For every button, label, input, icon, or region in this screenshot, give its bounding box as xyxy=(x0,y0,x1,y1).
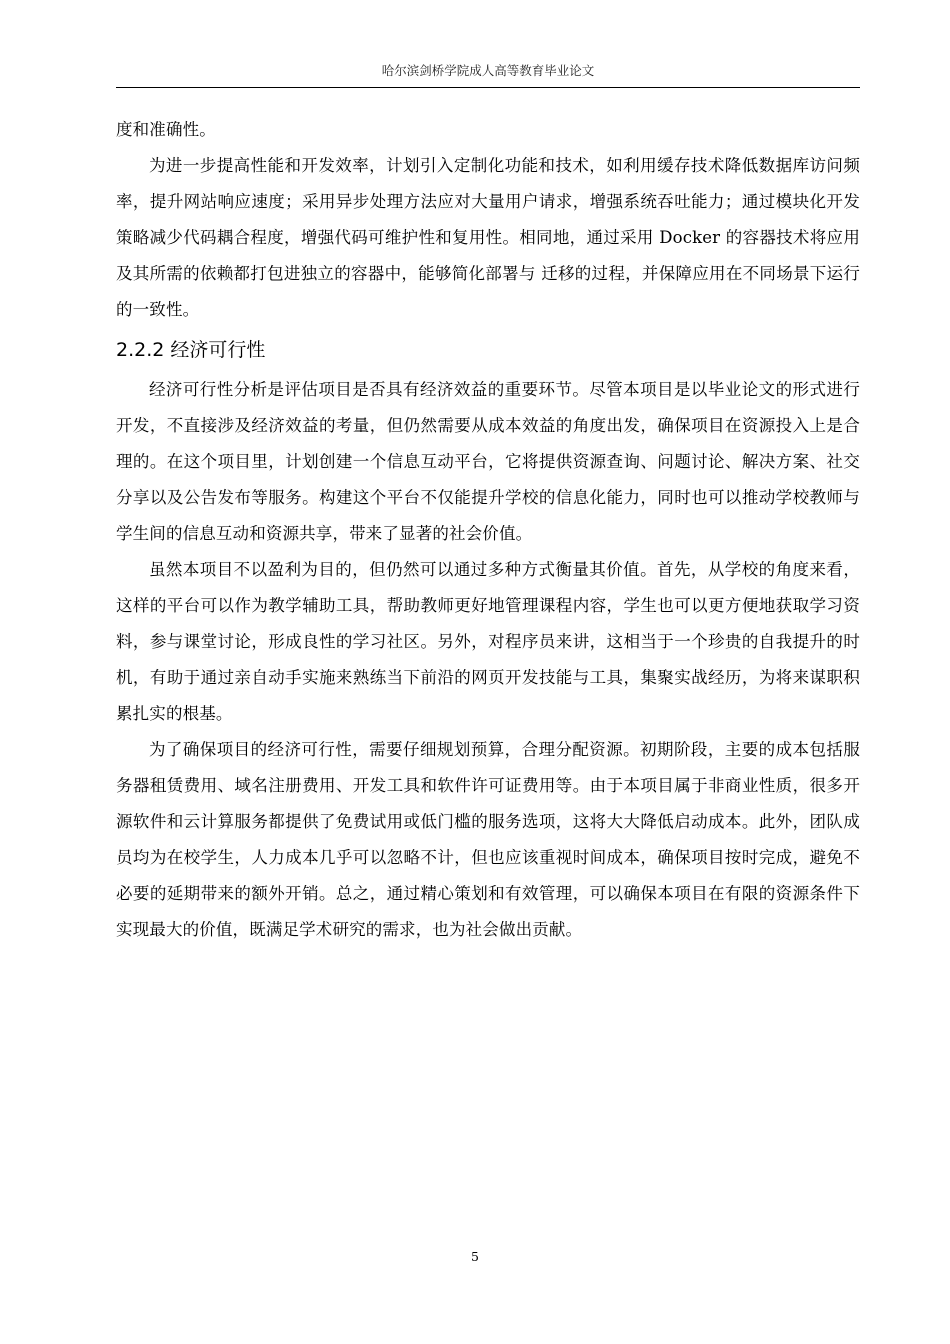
paragraph-continuation: 度和准确性。 xyxy=(116,120,216,139)
paragraph: 为进一步提高性能和开发效率，计划引入定制化功能和技术，如利用缓存技术降低数据库访问频率，提升网站响应速度；采用异步处理方法应对大量用户请求，增强系统吞吐能力；通过模块化开发策略减少代码耦合程度，增强代码可维护性和复用性。相同地，通过采用 Docker 的容器技术将应用及其所需的依赖都打包进独立的容器中，能够简化部署与 迁移的过程，并保障应用在不同场景下运行的一致性。 xyxy=(116,156,860,319)
section-heading: 2.2.2 经济可行性 xyxy=(116,339,266,361)
paragraph: 为了确保项目的经济可行性，需要仔细规划预算，合理分配资源。初期阶段，主要的成本包括服务器租赁费用、域名注册费用、开发工具和软件许可证费用等。由于本项目属于非商业性质，很多开源软件和云计算服务都提供了免费试用或低门槛的服务选项，这将大大降低启动成本。此外，团队成员均为在校学生，人力成本几乎可以忽略不计，但也应该重视时间成本，确保项目按时完成，避免不必要的延期带来的额外开销。总之，通过精心策划和有效管理，可以确保本项目在有限的资源条件下实现最大的价值，既满足学术研究的需求，也为社会做出贡献。 xyxy=(116,740,860,939)
paragraph: 虽然本项目不以盈利为目的，但仍然可以通过多种方式衡量其价值。首先，从学校的角度来看，这样的平台可以作为教学辅助工具，帮助教师更好地管理课程内容，学生也可以更方便地获取学习资料，参与课堂讨论，形成良性的学习社区。另外，对程序员来讲，这相当于一个珍贵的自我提升的时机，有助于通过亲自动手实施来熟练当下前沿的网页开发技能与工具，集聚实战经历，为将来谋职积累扎实的根基。 xyxy=(116,560,860,723)
page-number: 5 xyxy=(471,1249,479,1264)
running-header: 哈尔滨剑桥学院成人高等教育毕业论文 xyxy=(381,63,595,78)
paragraph: 经济可行性分析是评估项目是否具有经济效益的重要环节。尽管本项目是以毕业论文的形式进行开发，不直接涉及经济效益的考量，但仍然需要从成本效益的角度出发，确保项目在资源投入上是合理的。在这个项目里，计划创建一个信息互动平台，它将提供资源查询、问题讨论、解决方案、社交分享以及公告发布等服务。构建这个平台不仅能提升学校的信息化能力，同时也可以推动学校教师与学生间的信息互动和资源共享，带来了显著的社会价值。 xyxy=(116,380,860,543)
document-body xyxy=(116,112,860,948)
header-divider xyxy=(116,87,860,88)
